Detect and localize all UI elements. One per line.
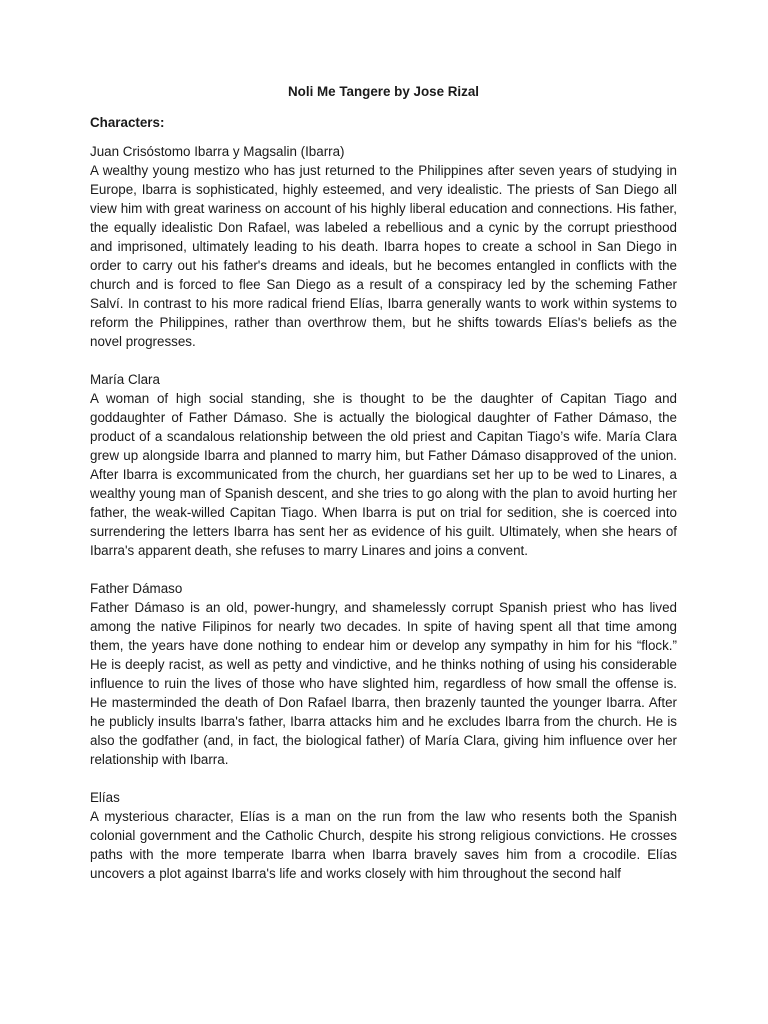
character-name: María Clara [90,372,160,387]
character-description: Father Dámaso is an old, power-hungry, and shamelessly corrupt Spanish priest who has lived among the native Filipinos for nearly two decades. In spite of having spent all that time among them, the years have done nothing to endear him or develop any sympathy in him for his “flock.” He is deeply racist, as well as petty and vindictive, and he thinks nothing of using his considerable influence to ruin the lives of those who have slighted him, regardless of how small the offense is. He masterminded the death of Don Rafael Ibarra, then brazenly taunted the younger Ibarra. After he publicly insults Ibarra's father, Ibarra attacks him and he excludes Ibarra from the church. He is also the godfather (and, in fact, the biological father) of María Clara, giving him influence over her relationship with Ibarra. [90,600,677,767]
character-description: A wealthy young mestizo who has just returned to the Philippines after seven years of studying in Europe, Ibarra is sophisticated, highly esteemed, and very idealistic. The priests of San Diego all view him with great wariness on account of his highly liberal education and connections. His father, the equally idealistic Don Rafael, was labeled a rebellious and a cynic by the corrupt priesthood and imprisoned, ultimately leading to his death. Ibarra hopes to create a school in San Diego in order to carry out his father's dreams and ideals, but he becomes entangled in conflicts with the church and is forced to flee San Diego as a result of a conspiracy led by the scheming Father Salví. In contrast to his more radical friend Elías, Ibarra generally wants to work within systems to reform the Philippines, rather than overthrow them, but he shifts towards Elías's beliefs as the novel progresses. [90,163,677,349]
character-entry-maria-clara [90,370,677,560]
document-title: Noli Me Tangere by Jose Rizal [288,84,479,99]
character-description: A woman of high social standing, she is thought to be the daughter of Capitan Tiago and goddaughter of Father Dámaso. She is actually the biological daughter of Father Dámaso, the product of a scandalous relationship between the old priest and Capitan Tiago’s wife. María Clara grew up alongside Ibarra and planned to marry him, but Father Dámaso disapproved of the union. After Ibarra is excommunicated from the church, her guardians set her up to be wed to Linares, a wealthy young man of Spanish descent, and she tries to go along with the plan to avoid hurting her father, the weak-willed Capitan Tiago. When Ibarra is put on trial for sedition, she is coerced into surrendering the letters Ibarra has sent her as evidence of his guilt. Ultimately, when she hears of Ibarra's apparent death, she refuses to marry Linares and joins a convent. [90,391,677,558]
character-entry-father-damaso [90,579,677,769]
character-name: Elías [90,790,120,805]
character-entry-ibarra [90,142,677,351]
section-heading: Characters: [90,115,165,130]
character-entry-elias [90,788,677,883]
document-body [90,82,677,902]
character-name: Father Dámaso [90,581,183,596]
character-name: Juan Crisóstomo Ibarra y Magsalin (Ibarra) [90,144,345,159]
character-description: A mysterious character, Elías is a man on the run from the law who resents both the Spanish colonial government and the Catholic Church, despite his strong religious convictions. He crosses paths with the more temperate Ibarra when Ibarra bravely saves him from a crocodile. Elías uncovers a plot against Ibarra's life and works closely with him throughout the second half [90,809,677,881]
